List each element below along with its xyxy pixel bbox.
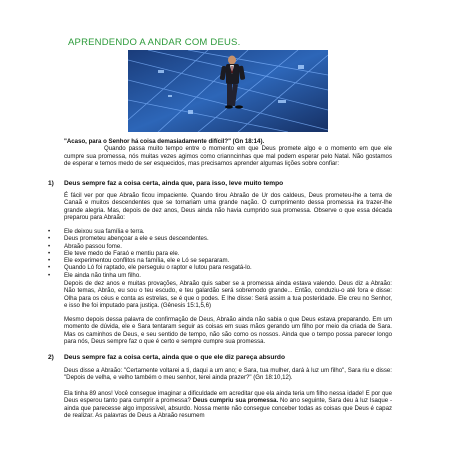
- section-2-heading: [48, 354, 394, 362]
- list-item: • Ele ainda não tinha um filho.: [48, 271, 141, 279]
- list-item: • Ele experimentou conflitos na família, ele e Ló se separaram.: [48, 257, 230, 265]
- illustration-man-on-circuit-board: [128, 50, 328, 132]
- emphasis-text: Deus cumpriu sua promessa.: [192, 397, 279, 405]
- section-2-paragraph-1: Deus disse a Abraão: "Certamente voltarei a ti, daqui a um ano; e Sara, tua mulher, dará à luz um filho", Sara riu e disse: "Depois de velha, e velho também o meu senhor, terei ainda prazer?" (Gn 18:10,12).: [64, 367, 392, 382]
- section-1-paragraph-2: Depois de dez anos e muitas provações, Abraão quis saber se a promessa ainda estava valendo. Deus diz a Abraão: Não temas, Abrão, eu sou o teu escudo, e teu galardão será sobremodo grande... Então, conduziu-o até fora e disse: Olha para os céus e conta as estrelas, se é que o podes. E lhe disse: Será assim a tua posteridade. Ele creu no Senhor, e isso lhe foi imputado para justiça. (Gênesis 15:1,5,6): [64, 280, 392, 309]
- section-1-number: 1): [48, 180, 54, 187]
- document-title: APRENDENDO A ANDAR COM DEUS.: [68, 37, 241, 48]
- list-item: • Deus prometeu abençoar a ele e seus descendentes.: [48, 235, 209, 243]
- section-2-number: 2): [48, 354, 54, 361]
- intro-paragraph: Quando passa muito tempo entre o momento em que Deus promete algo e o momento em que ele cumpre sua promessa, nós muitas vezes agimos como crianncinhas que mal podem esperar pelo Natal. Não gostamos de esperar e temos medo de ser esquecidos, mas precisamos aprender algumas lições sobre confiar:: [64, 145, 392, 168]
- section-2-heading-text: Deus sempre faz a coisa certa, ainda que o que ele diz pareça absurdo: [64, 354, 285, 361]
- circuit-board-photo: [128, 50, 328, 132]
- list-item: • Ele teve medo de Faraó e mentiu para ele.: [48, 249, 180, 257]
- section-2-paragraph-2: Ela tinha 89 anos! Você consegue imaginar a dificuldade em acreditar que ela ainda teria um filho nessa idade! E por que Deus esperou tanto para cumprir a promessa? Deus cumpriu sua promessa. No ano seguinte, Sara deu à luz Isaque - ainda que parecesse algo impossível, absurdo. Nossa mente não consegue conceber todas as coisas que Deus é capaz de realizar. As palavras de Deus a Abraão resumem: [64, 390, 392, 419]
- scripture-quote: "Acaso, para o Senhor há coisa demasiadamente difícil?" (Gn 18:14).: [64, 138, 265, 145]
- list-item: • Ele deixou sua família e terra.: [48, 228, 145, 235]
- section-1-bullet-list: [48, 228, 392, 279]
- section-1-paragraph-3: Mesmo depois dessa palavra de confirmação de Deus, Abraão ainda não sabia o que Deus estava preparando. Em um momento de dúvida, ele e Sara tentaram seguir as coisas em suas mãos gerando um filho por meio da criada de Sara. Mas os caminhos de Deus, e seu sentido de tempo, não são como os nossos. Ainda que o tempo possa parecer longo para nós, Deus sempre faz o que é certo e sempre cumpre sua promessa.: [64, 316, 392, 345]
- list-item: • Abraão passou fome.: [48, 242, 122, 250]
- section-1-heading-text: Deus sempre faz a coisa certa, ainda que, para isso, leve muito tempo: [64, 180, 284, 187]
- section-1-paragraph-1: É fácil ver por que Abraão ficou impaciente. Quando tirou Abraão de Ur dos caldeus, Deus prometeu-lhe a terra de Canaã e muitos descendentes que se tornariam uma grande nação. O cumprimento dessa promessa ira trazer-lhe grande alegria. Mas, depois de dez anos, Deus ainda não havia cumprido sua promessa. Observe o que essa década preparou para Abraão:: [64, 192, 392, 221]
- intro-block: [64, 138, 392, 168]
- list-item: • Quando Ló foi raptado, ele perseguiu o raptor e lutou para resgatá-lo.: [48, 264, 252, 272]
- section-1-heading: [48, 180, 394, 188]
